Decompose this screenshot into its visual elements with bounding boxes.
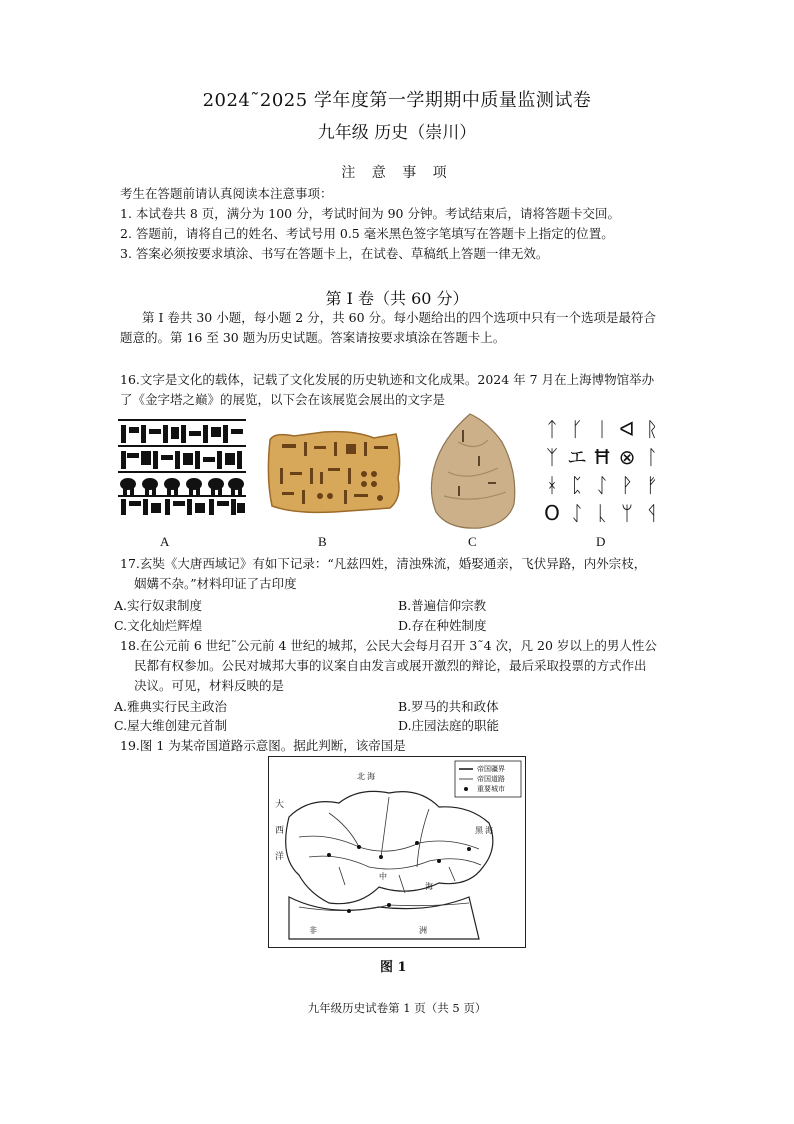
q17-option-d[interactable]: D.存在种姓制度 [398, 618, 487, 633]
alphabet-glyph: ᚠ [646, 473, 658, 497]
alphabet-glyph: ᛇ [571, 501, 583, 525]
alphabet-glyph: ᐊ [619, 417, 635, 441]
alphabet-glyph: ᚱ [646, 417, 658, 441]
q18-stem: 18.在公元前 6 世纪˜公元前 4 世纪的城邦，公民大会每月召开 3˜4 次，凡 20 岁以上的男人性公 [120, 638, 657, 653]
option-a-image [118, 416, 246, 516]
alphabet-glyph: ᛇ [596, 473, 608, 497]
alphabet-glyph: ⊗ [618, 445, 636, 469]
map-label: 大 [275, 800, 285, 810]
alphabet-glyph: ᛚ [646, 445, 658, 469]
map-label: 洋 [275, 852, 285, 862]
notice-intro: 考生在答题前请认真阅读本注意事项： [120, 186, 333, 201]
q18-option-c[interactable]: C.屋大维创建元首制 [114, 718, 228, 733]
roman-road-map [268, 756, 526, 948]
notice-item: 2. 答题前，请将自己的姓名、考试号用 0.5 毫米黑色签字笔填写在答题卡上指定的位置。 [120, 226, 614, 241]
legend-city: 重要城市 [477, 785, 505, 793]
notice-heading: 注 意 事 项 [341, 165, 453, 181]
q17-option-a[interactable]: A.实行奴隶制度 [114, 598, 203, 613]
q17-option-b[interactable]: B.普遍信仰宗教 [398, 598, 487, 613]
section-desc: 第 I 卷共 30 小题，每小题 2 分，共 60 分。每小题给出的四个选项中只有一个选项是最符合 [142, 310, 656, 325]
page-footer: 九年级历史试卷第 1 页（共 5 页） [307, 1001, 487, 1015]
alphabet-glyph: ᛁ [596, 417, 608, 441]
map-label: 北 [357, 772, 365, 781]
alphabet-glyph: エ [567, 445, 587, 469]
alphabet-glyph: ᚼ [546, 473, 558, 497]
q18-stem: 决议。可见，材料反映的是 [134, 678, 285, 693]
option-c-image [428, 412, 520, 530]
q18-option-d[interactable]: D.庄园法庭的职能 [398, 718, 500, 733]
q17-option-c[interactable]: C.文化灿烂辉煌 [114, 618, 203, 633]
alphabet-glyph: ᚹ [621, 473, 633, 497]
exam-title: 2024˜2025 学年度第一学期期中质量监测试卷 [202, 90, 592, 111]
alphabet-glyph: ᚳ [596, 501, 608, 525]
exam-subtitle: 九年级 历史（崇川） [317, 123, 477, 143]
legend-road: 帝国道路 [477, 775, 505, 783]
oracle-bone-icon [428, 412, 520, 530]
map-label: 洲 [419, 926, 427, 935]
q19-stem: 19.图 1 为某帝国道路示意图。据此判断，该帝国是 [120, 738, 406, 753]
option-a-label: A [160, 534, 170, 549]
map-label: 西 [275, 826, 285, 836]
map-label: 海 [367, 772, 375, 781]
option-b-label: B [318, 534, 327, 549]
alphabet-glyph: ᛘ [621, 501, 633, 525]
legend-border: 帝国疆界 [477, 765, 505, 773]
q16-stem: 了《金字塔之巅》的展览，以下会在该展览会展出的文字是 [120, 392, 446, 407]
clay-tablet-icon [264, 428, 404, 514]
alphabet-glyph: Ħ [592, 445, 612, 469]
alphabet-glyph: ᛏ [546, 417, 558, 441]
alphabet-glyph-grid [540, 414, 664, 530]
alphabet-glyph: ᛩ [646, 501, 658, 525]
figure-caption: 图 1 [380, 960, 407, 975]
option-b-image [264, 428, 404, 514]
q18-stem: 民都有权参加。公民对城邦大事的议案自由发言或展开激烈的辩论，最后采取投票的方式作出 [134, 658, 647, 673]
section-heading: 第 I 卷（共 60 分） [325, 289, 469, 308]
alphabet-glyph: O [544, 501, 560, 525]
q16-stem: 16.文字是文化的载体，记载了文化发展的历史轨迹和文化成果。2024 年 7 月在上海博物馆举办 [120, 372, 655, 387]
map-label: 中 [379, 872, 387, 881]
section-desc: 题意的。第 16 至 30 题为历史试题。答案请按要求填涂在答题卡上。 [120, 330, 506, 345]
q18-option-b[interactable]: B.罗马的共和政体 [398, 699, 499, 714]
map-label: 海 [485, 826, 493, 835]
q17-stem: 姻媾不杂。”材料印证了古印度 [134, 576, 297, 591]
option-d-label: D [596, 534, 606, 549]
map-label: 非 [309, 926, 317, 935]
q17-stem: 17.玄奘《大唐西域记》有如下记录：“凡兹四姓，清浊殊流，婚娶通亲，飞伏异路，内外宗枝， [120, 556, 647, 571]
hieroglyph-inscription-icon [118, 416, 246, 516]
option-c-label: C [468, 534, 477, 549]
notice-item: 1. 本试卷共 8 页，满分为 100 分，考试时间为 90 分钟。考试结束后，请将答题卡交回。 [120, 206, 620, 221]
alphabet-glyph: ᛉ [546, 445, 558, 469]
alphabet-glyph: ᛈ [571, 473, 583, 497]
alphabet-glyph: ᚴ [571, 417, 583, 441]
q18-option-a[interactable]: A.雅典实行民主政治 [114, 699, 228, 714]
map-label: 海 [425, 882, 433, 891]
map-label: 黑 [475, 826, 483, 835]
option-d-image [540, 414, 664, 530]
notice-item: 3. 答案必须按要求填涂、书写在答题卡上，在试卷、草稿纸上答题一律无效。 [120, 246, 549, 261]
